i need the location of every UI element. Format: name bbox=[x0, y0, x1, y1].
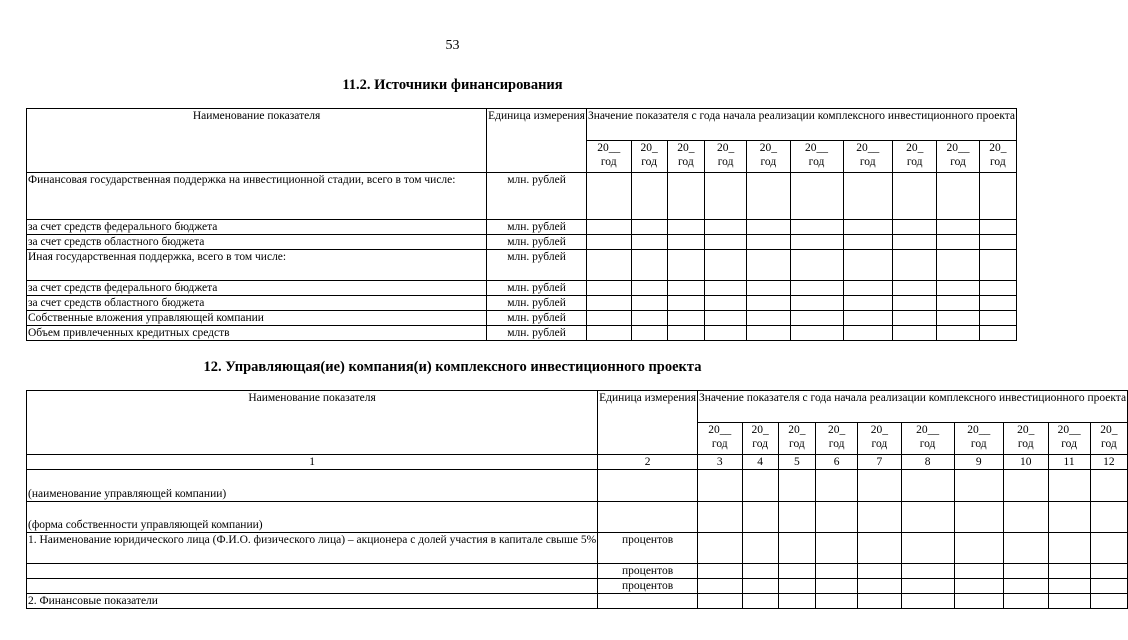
header-indicator-name: Наименование показателя bbox=[27, 109, 487, 173]
year-column-header: 20__ год bbox=[843, 141, 892, 173]
unit-cell: процентов bbox=[598, 579, 698, 594]
unit-cell: млн. рублей bbox=[487, 250, 587, 281]
unit-cell bbox=[598, 470, 698, 502]
year-column-header: 20__ год bbox=[698, 423, 743, 455]
header-value: Значение показателя с года начала реализации комплексного инвестиционного проекта bbox=[698, 391, 1128, 423]
indicator-label: 1. Наименование юридического лица (Ф.И.О. физического лица) – акционера с долей участия в капитале свыше 5% bbox=[27, 533, 598, 564]
unit-cell: млн. рублей bbox=[487, 296, 587, 311]
column-number: 4 bbox=[742, 455, 778, 470]
table-row bbox=[27, 579, 1128, 594]
indicator-label: Собственные вложения управляющей компании bbox=[27, 311, 487, 326]
column-number: 3 bbox=[698, 455, 743, 470]
year-column-header: 20__ год bbox=[937, 141, 979, 173]
unit-cell: млн. рублей bbox=[487, 173, 587, 220]
table-row bbox=[27, 173, 1017, 220]
year-column-header: 20_ год bbox=[667, 141, 704, 173]
column-number: 10 bbox=[1003, 455, 1048, 470]
year-column-header: 20_ год bbox=[778, 423, 815, 455]
section-title-financing: 11.2. Источники финансирования bbox=[342, 77, 563, 93]
unit-cell: процентов bbox=[598, 533, 698, 564]
header-unit: Единица измерения bbox=[598, 391, 698, 455]
column-number: 11 bbox=[1048, 455, 1090, 470]
indicator-label: за счет средств федерального бюджета bbox=[27, 281, 487, 296]
year-column-header: 20_ год bbox=[892, 141, 937, 173]
year-column-header: 20_ год bbox=[858, 423, 901, 455]
column-number: 9 bbox=[954, 455, 1003, 470]
header-indicator-name: Наименование показателя bbox=[27, 391, 598, 455]
year-column-header: 20_ год bbox=[747, 141, 790, 173]
section-title-management-company: 12. Управляющая(ие) компания(и) комплексного инвестиционного проекта bbox=[203, 359, 702, 375]
table-row bbox=[27, 235, 1017, 250]
indicator-label: Иная государственная поддержка, всего в том числе: bbox=[27, 250, 487, 281]
indicator-label: 2. Финансовые показатели bbox=[27, 594, 598, 609]
indicator-label bbox=[27, 564, 598, 579]
table-row bbox=[27, 281, 1017, 296]
unit-cell bbox=[598, 594, 698, 609]
unit-cell bbox=[598, 502, 698, 533]
column-number: 6 bbox=[816, 455, 858, 470]
table-row bbox=[27, 220, 1017, 235]
header-value: Значение показателя с года начала реализации комплексного инвестиционного проекта bbox=[586, 109, 1016, 141]
column-number: 8 bbox=[901, 455, 954, 470]
indicator-label: Финансовая государственная поддержка на инвестиционной стадии, всего в том числе: bbox=[27, 173, 487, 220]
unit-cell: млн. рублей bbox=[487, 281, 587, 296]
year-column-header: 20__ год bbox=[790, 141, 843, 173]
year-column-header: 20_ год bbox=[1003, 423, 1048, 455]
indicator-label: (форма собственности управляющей компании) bbox=[27, 502, 598, 533]
indicator-label bbox=[27, 579, 598, 594]
management-company-table bbox=[26, 390, 1128, 609]
year-column-header: 20__ год bbox=[901, 423, 954, 455]
indicator-label: за счет средств областного бюджета bbox=[27, 296, 487, 311]
table-row bbox=[27, 311, 1017, 326]
page-number: 53 bbox=[445, 38, 460, 53]
table-row bbox=[27, 564, 1128, 579]
year-column-header: 20_ год bbox=[816, 423, 858, 455]
table-row bbox=[27, 594, 1128, 609]
header-unit: Единица измерения bbox=[487, 109, 587, 173]
column-number: 2 bbox=[598, 455, 698, 470]
unit-cell: млн. рублей bbox=[487, 220, 587, 235]
unit-cell: млн. рублей bbox=[487, 326, 587, 341]
table-row bbox=[27, 470, 1128, 502]
year-column-header: 20__ год bbox=[586, 141, 631, 173]
financing-sources-table bbox=[26, 108, 1017, 341]
year-column-header: 20_ год bbox=[1090, 423, 1127, 455]
year-column-header: 20_ год bbox=[631, 141, 667, 173]
column-number: 7 bbox=[858, 455, 901, 470]
table-row bbox=[27, 533, 1128, 564]
year-column-header: 20__ год bbox=[1048, 423, 1090, 455]
year-column-header: 20_ год bbox=[742, 423, 778, 455]
indicator-label: за счет средств федерального бюджета bbox=[27, 220, 487, 235]
table-row bbox=[27, 250, 1017, 281]
unit-cell: млн. рублей bbox=[487, 311, 587, 326]
column-number: 5 bbox=[778, 455, 815, 470]
year-column-header: 20_ год bbox=[705, 141, 747, 173]
column-number: 1 bbox=[27, 455, 598, 470]
table-row bbox=[27, 326, 1017, 341]
column-number: 12 bbox=[1090, 455, 1127, 470]
indicator-label: Объем привлеченных кредитных средств bbox=[27, 326, 487, 341]
unit-cell: млн. рублей bbox=[487, 235, 587, 250]
unit-cell: процентов bbox=[598, 564, 698, 579]
year-column-header: 20_ год bbox=[979, 141, 1016, 173]
table-row bbox=[27, 502, 1128, 533]
indicator-label: за счет средств областного бюджета bbox=[27, 235, 487, 250]
indicator-label: (наименование управляющей компании) bbox=[27, 470, 598, 502]
column-numbers-row bbox=[27, 455, 1128, 470]
year-column-header: 20__ год bbox=[954, 423, 1003, 455]
table-row bbox=[27, 296, 1017, 311]
